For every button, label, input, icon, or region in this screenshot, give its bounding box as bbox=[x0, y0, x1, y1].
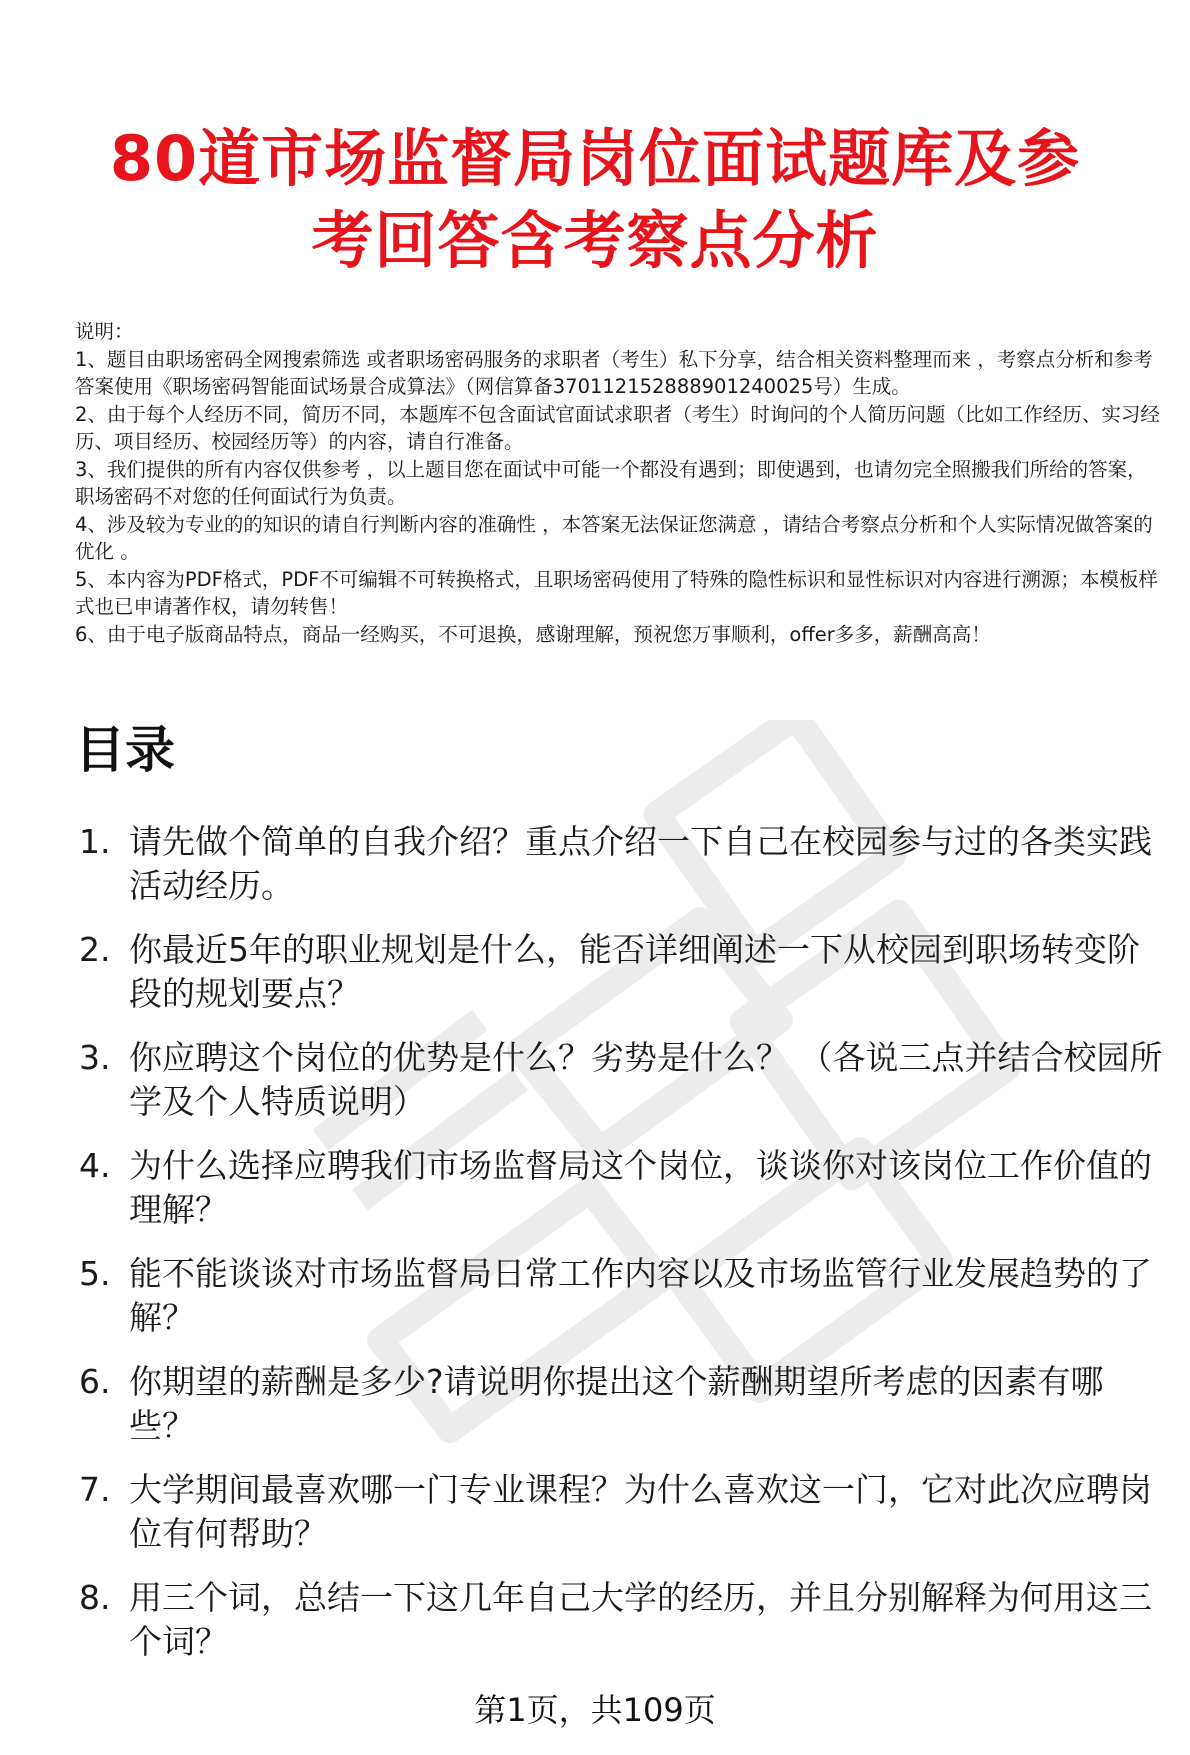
toc-item-text: 你期望的薪酬是多少?请说明你提出这个薪酬期望所考虑的因素有哪些？ bbox=[129, 1362, 1104, 1445]
instruction-item: 4、涉及较为专业的的知识的请自行判断内容的准确性 ，本答案无法保证您满意 ，请结合考察点分析和个人实际情况做答案的优化 。 bbox=[75, 512, 1153, 563]
toc-item-number: 2. bbox=[79, 930, 111, 969]
toc-item-number: 3. bbox=[79, 1038, 111, 1077]
toc-item-text: 你应聘这个岗位的优势是什么？劣势是什么？ （各说三点并结合校园所学及个人特质说明） bbox=[129, 1038, 1163, 1121]
toc-item-text: 用三个词，总结一下这几年自己大学的经历，并且分别解释为何用这三个词？ bbox=[129, 1578, 1152, 1661]
page-number-footer: 第1页，共109页 bbox=[474, 1691, 716, 1729]
toc-item[interactable] bbox=[75, 1468, 1165, 1576]
instruction-item: 3、我们提供的所有内容仅供参考 ，以上题目您在面试中可能一个都没有遇到；即使遇到，也请勿完全照搬我们所给的答案，职场密码不对您的任何面试行为负责。 bbox=[75, 457, 1147, 508]
toc-heading: 目录 bbox=[75, 721, 175, 779]
document-title bbox=[70, 118, 1120, 282]
toc-item-text: 请先做个简单的自我介绍？重点介绍一下自己在校园参与过的各类实践活动经历。 bbox=[129, 822, 1152, 905]
toc-item[interactable] bbox=[75, 928, 1165, 1036]
toc-item[interactable] bbox=[75, 1360, 1165, 1468]
toc-item-number: 4. bbox=[79, 1146, 111, 1185]
toc-item-number: 6. bbox=[79, 1362, 111, 1401]
toc-item-text: 能不能谈谈对市场监督局日常工作内容以及市场监管行业发展趋势的了解？ bbox=[129, 1254, 1152, 1337]
instruction-item: 5、本内容为PDF格式，PDF不可编辑不可转换格式，且职场密码使用了特殊的隐性标识和显性标识对内容进行溯源；本模板样式也已申请著作权，请勿转售！ bbox=[75, 567, 1158, 618]
toc-item[interactable] bbox=[75, 1036, 1165, 1144]
toc-item-text: 为什么选择应聘我们市场监督局这个岗位，谈谈你对该岗位工作价值的理解？ bbox=[129, 1146, 1152, 1229]
toc-list bbox=[75, 820, 1165, 1684]
toc-item-number: 1. bbox=[79, 822, 111, 861]
instruction-item: 1、题目由职场密码全网搜索筛选 或者职场密码服务的求职者（考生）私下分享，结合相关资料整理而来 ，考察点分析和参考答案使用《职场密码智能面试场景合成算法》（网信算备370112152888901240025号）生成。 bbox=[75, 347, 1153, 398]
toc-item-number: 8. bbox=[79, 1578, 111, 1617]
toc-item[interactable] bbox=[75, 1252, 1165, 1360]
toc-item-number: 7. bbox=[79, 1470, 111, 1509]
toc-item-text: 大学期间最喜欢哪一门专业课程？为什么喜欢这一门，它对此次应聘岗位有何帮助？ bbox=[129, 1470, 1152, 1553]
toc-item[interactable] bbox=[75, 1576, 1165, 1684]
title-line-1: 80道市场监督局岗位面试题库及参 bbox=[109, 122, 1081, 195]
toc-item-number: 5. bbox=[79, 1254, 111, 1293]
toc-item[interactable] bbox=[75, 820, 1165, 928]
title-line-2: 考回答含考察点分析 bbox=[311, 204, 879, 277]
instruction-item: 2、由于每个人经历不同，简历不同，本题库不包含面试官面试求职者（考生）时询问的个人简历问题（比如工作经历、实习经历、项目经历、校园经历等）的内容，请自行准备。 bbox=[75, 402, 1160, 453]
toc-item[interactable] bbox=[75, 1144, 1165, 1252]
instruction-item: 6、由于电子版商品特点，商品一经购买，不可退换，感谢理解，预祝您万事顺利，offer多多，薪酬高高！ bbox=[75, 622, 991, 646]
toc-item-text: 你最近5年的职业规划是什么，能否详细阐述一下从校园到职场转变阶段的规划要点？ bbox=[129, 930, 1140, 1013]
instructions-section bbox=[75, 318, 1160, 648]
instructions-heading: 说明： bbox=[75, 320, 134, 343]
